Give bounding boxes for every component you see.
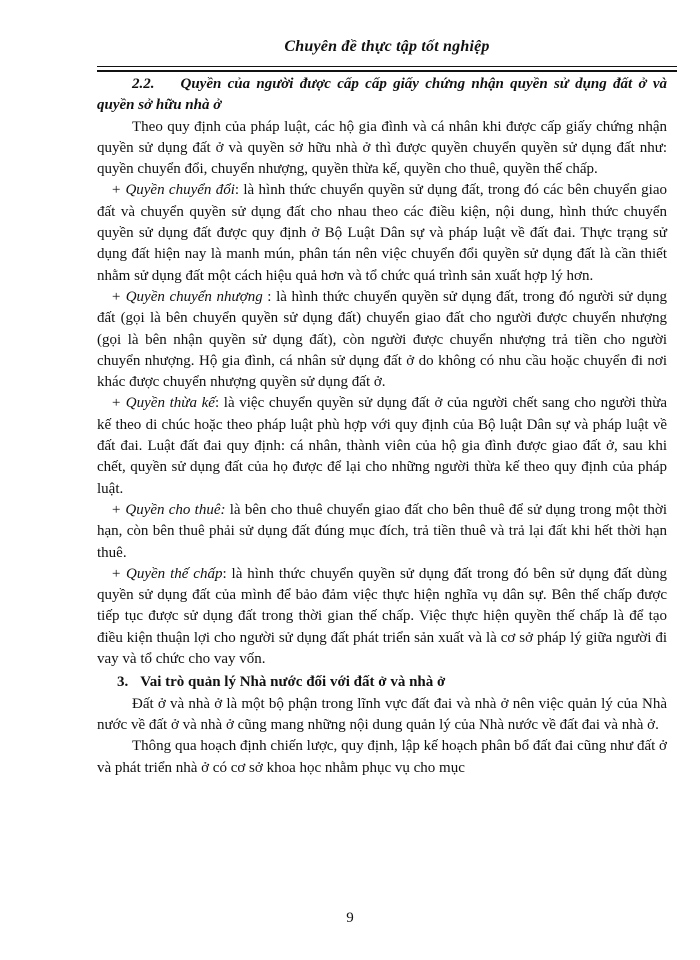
section-3-paragraph-2: Thông qua hoạch định chiến lược, quy định, lập kế hoạch phân bổ đất đai cũng như đất ở và phát triển nhà ở có cơ sở khoa học nhằm phục vụ cho mục bbox=[97, 738, 667, 776]
right-term: + Quyền cho thuê: bbox=[111, 501, 226, 518]
right-term: + Quyền chuyển đổi bbox=[111, 182, 235, 199]
document-body bbox=[97, 74, 667, 779]
page-header-title: Chuyên đề thực tập tốt nghiệp bbox=[284, 38, 490, 55]
right-lease bbox=[97, 500, 667, 564]
intro-paragraph: Theo quy định của pháp luật, các hộ gia đình và cá nhân khi được cấp giấy chứng nhận quyền sử dụng đất ở và quyền sở hữu nhà ở thì được quyền chuyển quyền sử dụng đất như: quyền chuyển đổi, chuyển nhượng, quyền thừa kế, quyền cho thuê, quyền thế chấp. bbox=[97, 118, 667, 178]
section-2-2-title: Quyền của người được cấp cấp giấy chứng nhận quyền sử dụng đất ở và quyền sở hữu nhà ở bbox=[97, 76, 667, 114]
right-term: + Quyền thế chấp bbox=[111, 565, 223, 582]
right-text: : là việc chuyển quyền sử dụng đất ở của người chết sang cho người thừa kế theo di chúc hoặc theo pháp luật phù hợp với quy định của Bộ luật Dân sự và pháp luật về đất đai. Luật đất đai quy định: cá nhân, thành viên của hộ gia đình được giao đất ở, sau khi chết, quyền sử dụng đất của họ được để lại cho những người thừa kế theo quy định của pháp luật. bbox=[97, 395, 667, 497]
section-3-number: 3. bbox=[117, 674, 129, 691]
right-text: : là hình thức chuyển quyền sử dụng đất, trong đó người sử dụng đất (gọi là bên chuyển quyền sử dụng đất) chuyển giao đất cho người được chuyển nhượng (gọi là bên nhận quyền sử dụng đất), còn người được chuyển nhượng trả tiền cho người chuyển nhượng. Hộ gia đình, cá nhân sử dụng đất ở do không có nhu cầu hoặc chuyển đi nơi khác được chuyển nhượng quyền sử dụng đất ở. bbox=[97, 288, 667, 391]
right-transfer-sale bbox=[97, 287, 667, 393]
section-3-heading bbox=[97, 672, 667, 693]
section-3-paragraph-1: Đất ở và nhà ở là một bộ phận trong lĩnh vực đất đai và nhà ở nên việc quản lý của Nhà nước về đất ở và nhà ở cũng mang những nội dung quản lý của Nhà nước về đất đai và nhà ở. bbox=[97, 695, 667, 733]
right-mortgage bbox=[97, 564, 667, 670]
section-3-title: Vai trò quản lý Nhà nước đối với đất ở và nhà ở bbox=[140, 674, 446, 691]
right-term: + Quyền chuyển nhượng bbox=[111, 288, 263, 305]
right-transfer-exchange bbox=[97, 180, 667, 286]
section-2-2-number: 2.2. bbox=[132, 76, 155, 92]
page-number: 9 bbox=[346, 910, 354, 926]
section-2-2-heading bbox=[97, 74, 667, 117]
right-text: là bên cho thuê chuyển giao đất cho bên thuê để sử dụng trong một thời hạn, còn bên thuê phải sử dụng đất đúng mục đích, trả tiền thuê và trả lại đất khi hết thời hạn thuê. bbox=[97, 501, 668, 561]
header-rule-thick bbox=[97, 70, 677, 72]
right-term: + Quyền thừa kế bbox=[111, 395, 215, 412]
right-text: : là hình thức chuyển quyền sử dụng đất, trong đó các bên chuyển giao đất và chuyển quyền sử dụng đất cho nhau theo các điều kiện, nội dung, hình thức chuyển quyền sử dụng đất được quy định ở Bộ Luật Dân sự và pháp luật về đất đai. Thực trạng sử dụng đất hiện nay là manh mún, phân tán nên việc chuyển đổi quyền sử dụng đất là cần thiết nhằm sử dụng đất một cách hiệu quả hơn và tổ chức quá trình sản xuất hợp lý hơn. bbox=[97, 182, 667, 284]
header-rule-thin bbox=[97, 66, 677, 67]
right-inheritance bbox=[97, 393, 667, 499]
right-text: : là hình thức chuyển quyền sử dụng đất trong đó bên sử dụng đất dùng quyền sử dụng đất của mình để bảo đảm việc thực hiện nghĩa vụ dân sự. Bên thế chấp được tiếp tục được sử dụng đất trong thời gian thế chấp. Việc thực hiện quyền thế chấp là để tạo điều kiện thuận lợi cho người sử dụng đất phát triển sản xuất và là cơ sở pháp lý giữa người đi vay và tổ chức cho vay vốn. bbox=[97, 565, 667, 668]
